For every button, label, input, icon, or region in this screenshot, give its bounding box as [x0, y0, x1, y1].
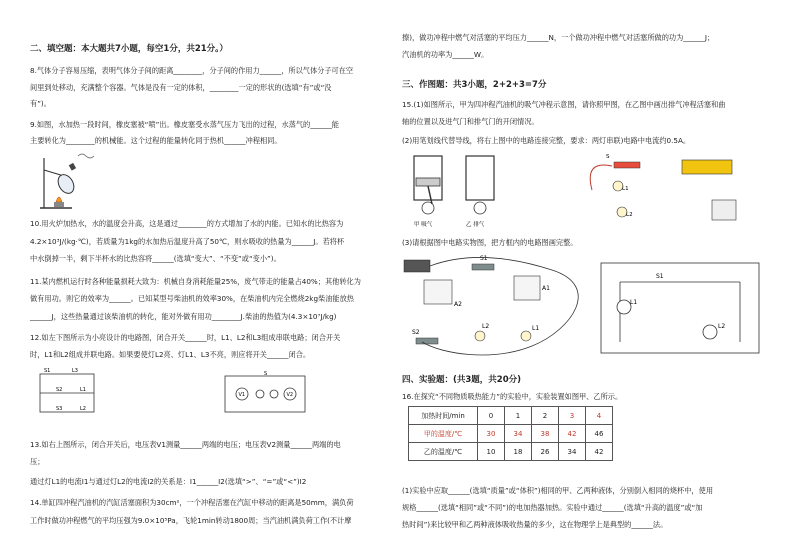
table-header-yi: 乙的温度/℃ [409, 443, 478, 461]
q13-s-label: S [264, 371, 268, 377]
q15-s-label: S [606, 154, 610, 160]
table-cell: 10 [478, 443, 505, 461]
table-cell: 42 [559, 425, 586, 443]
q15-line3: (2)用笔划线代替导线，将右上图中的电路连接完整，要求：两灯串联)电路中电流约0.5A。 [402, 136, 691, 145]
table-cell: 38 [532, 425, 559, 443]
q13-line1: 13.如右上图所示，闭合开关后，电压表V1测量______两端的电压；电压表V2测量______两端的电 [30, 440, 341, 449]
box-s1-label: S1 [656, 273, 664, 280]
q12-s1-label: S1 [44, 368, 51, 374]
q13-line2: 压； [30, 457, 45, 466]
table-row [409, 425, 613, 443]
series-lamps-physical-figure [562, 150, 762, 230]
circuit-l1-label: L1 [532, 325, 540, 332]
table-row [409, 443, 613, 461]
circuit-l2-label: L2 [482, 323, 490, 330]
q13-v2-label: V2 [286, 392, 294, 398]
q16a-line3: 热时间”)来比较甲和乙两种液体吸收热量的多少，这在物理学上是典型的______法。 [402, 520, 668, 529]
q15-l1-label: L1 [622, 186, 629, 192]
q14-line3: 擦)，做功冲程中燃气对活塞的平均压力______N，一个做功冲程中燃气对活塞所做的功为______J； [402, 33, 715, 42]
q14-line1: 14.单缸四冲程汽油机的汽缸活塞面积为30cm²，一个冲程活塞在汽缸中移动的距离是50mm，满负荷 [30, 498, 354, 507]
q11-line1: 11.某内燃机运行时各种能量损耗大致为：机械自身消耗能量25%，废气带走的能量占40%；其他转化为 [30, 277, 361, 286]
circuit-a1-label: A1 [542, 285, 550, 292]
section4-title: 四、实验题：(共3题，共20分) [402, 375, 522, 385]
q8-line1: 8.气体分子容易压缩，表明气体分子间的距离________，分子间的作用力______，所以气体分子可在空 [30, 66, 354, 75]
q10-line3: 中水倒掉一半，剩下半杯水的比热容将______(选填“变大”、“不变”或“变小”)。 [30, 254, 281, 263]
table-cell: 1 [505, 407, 532, 425]
q16a-line1: (1)实验中应取______(选填“质量”或“体积”)相同的甲、乙两种液体，分别倒入相同的烧杯中，使用 [402, 486, 714, 495]
table-cell: 26 [532, 443, 559, 461]
section3-title: 三、作图题：共3小题，2+2+3=7分 [402, 80, 547, 90]
q10-line1: 10.用火炉加热水，水的温度会升高，这是通过________的方式增加了水的内能。已知水的比热容为 [30, 219, 344, 228]
q12-l1-label: L1 [80, 387, 86, 393]
box-l2-label: L2 [718, 323, 726, 330]
table-header-jia: 甲的温度/℃ [409, 425, 478, 443]
table-cell: 46 [586, 425, 613, 443]
circuit-s1-label: S1 [480, 255, 488, 262]
q12-l3-label: L3 [72, 368, 78, 374]
q9-line2: 主要转化为________的机械能。这个过程的能量转化同于热机______冲程相同。 [30, 136, 282, 145]
steam-apparatus-figure [32, 150, 92, 212]
q12-line2: 时，L1和L2组成并联电路。如果要使灯L2亮、灯L1、L3不亮，则应将开关______闭合。 [30, 350, 311, 359]
table-cell: 34 [505, 425, 532, 443]
table-cell: 3 [559, 407, 586, 425]
q12-l2-label: L2 [80, 406, 86, 412]
q15-line4: (3)请根据图中电路实物图，把方框内的电路图画完整。 [402, 238, 578, 247]
box-l1-label: L1 [630, 299, 638, 306]
q13-v1-label: V1 [238, 392, 246, 398]
q15-line2: 轴的位置以及进气门和排气门的开闭情况。 [402, 117, 539, 126]
q11-line3: ______J，这些热量通过该柴油机的转化，能对外做有用功________J.柴油的热值为(4.3×10⁷J/kg) [30, 312, 337, 321]
q8-line2: 间里到处移动，充满整个容器。气体是没有一定的体积，________一定的形状的(选填“有”或“没 [30, 83, 332, 92]
q8-line3: 有”)。 [30, 99, 51, 108]
table-header-time: 加热时间/min [409, 407, 478, 425]
circuit-a2-label: A2 [454, 301, 462, 308]
engine-jia-label: 甲 吸气 [414, 222, 433, 228]
section2-title: 二、填空题：本大题共7小题，每空1分，共21分。） [30, 44, 228, 54]
circuit-answer-box [600, 262, 760, 354]
ammeter-circuit-physical-figure [402, 250, 582, 365]
engine-yi-label: 乙 排气 [466, 222, 485, 228]
table-cell: 4 [586, 407, 613, 425]
q12-s3-label: S3 [56, 406, 63, 412]
q12-circuit-figure [36, 368, 100, 418]
table-row [409, 407, 613, 425]
q15-l2-label: L2 [626, 212, 633, 218]
heating-data-table [408, 406, 613, 461]
q14-line2: 工作时做功冲程燃气的平均压强为9.0×10⁵Pa，飞轮1min转动1800周；当汽油机满负荷工作(不计摩 [30, 516, 352, 525]
q14-line4: 汽油机的功率为______W。 [402, 50, 489, 59]
table-cell: 30 [478, 425, 505, 443]
q10-line2: 4.2×10³J/(kg·℃)，若质量为1kg的水加热后温度升高了50℃，则水吸收的热量为______J。若将杯 [30, 237, 345, 246]
table-cell: 34 [559, 443, 586, 461]
q15-line1: 15.(1)如图所示，甲为四冲程汽油机的吸气冲程示意图，请你照甲图，在乙图中画出排气冲程活塞和曲 [402, 100, 726, 109]
q9-line1: 9.如图，水加热一段时间，橡皮塞被“喷”出。橡皮塞受水蒸气压力飞出的过程，水蒸气的______能 [30, 120, 339, 129]
table-cell: 2 [532, 407, 559, 425]
q16-line1: 16.在探究“不同物质吸热能力”的实验中，实验装置如图甲、乙所示。 [402, 392, 623, 401]
q11-line2: 做有用功。则它的效率为______。已知某型号柴油机的效率30%，在柴油机内完全燃烧2kg柴油能放热 [30, 294, 354, 303]
table-cell: 42 [586, 443, 613, 461]
q13-circuit-figure [220, 372, 310, 416]
q13-line3: 通过灯L1的电流I1与通过灯L2的电流I2的关系是：I1______I2(选填“>”、“=”或“<”)I2 [30, 477, 307, 486]
table-cell: 0 [478, 407, 505, 425]
q12-s2-label: S2 [56, 387, 63, 393]
circuit-s2-label: S2 [412, 329, 420, 336]
q16a-line2: 规格______(选填“相同”或“不同”)的电加热器加热。实验中通过______(选填“升高的温度”或“加 [402, 503, 703, 512]
q12-line1: 12.如左下图所示为小亮设计的电路图，闭合开关______时，L1、L2和L3组成串联电路；闭合开关 [30, 333, 341, 342]
table-cell: 18 [505, 443, 532, 461]
engine-diagrams-figure [408, 152, 508, 230]
